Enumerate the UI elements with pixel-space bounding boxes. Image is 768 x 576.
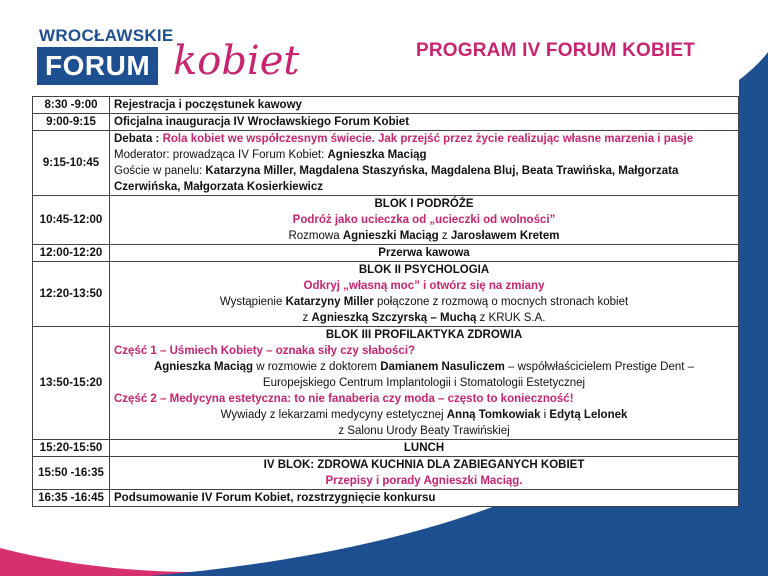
block-heading: BLOK I PODRÓŻE [374, 198, 474, 210]
debata-label: Debata : [114, 133, 163, 145]
speaker-name: Edytą Lelonek [549, 409, 628, 421]
text-span: – współwłaścicielem Prestige Dent – [504, 361, 695, 373]
block-heading: IV BLOK: ZDROWA KUCHNIA DLA ZABIEGANYCH KOBIET [263, 459, 585, 471]
text-line: Europejskiego Centrum Implantologii i Stomatologii Estetycznej [262, 377, 586, 389]
time-cell: 9:15-10:45 [33, 131, 110, 196]
block-heading: BLOK III PROFILAKTYKA ZDROWIA [325, 329, 523, 341]
table-row [33, 457, 739, 490]
page-title: PROGRAM IV FORUM KOBIET [416, 40, 696, 61]
time-cell: 9:00-9:15 [33, 114, 110, 131]
table-row [33, 490, 739, 507]
time-cell: 12:00-12:20 [33, 245, 110, 262]
event-cell: Rejestracja i poczęstunek kawowy [110, 97, 739, 114]
speaker-name: Agnieszka Maciąg [153, 361, 254, 373]
text-span: z KRUK S.A. [476, 312, 546, 324]
moderator-name: Agnieszka Maciąg [327, 149, 427, 161]
speaker-name: Katarzyny Miller [285, 296, 374, 308]
event-cell [110, 327, 739, 440]
debata-topic: Rola kobiet we współczesnym świecie. Jak przejść przez życie realizując własne marzenia i pasje [162, 133, 694, 145]
block-heading: BLOK II PSYCHOLOGIA [358, 264, 490, 276]
time-cell: 15:20-15:50 [33, 440, 110, 457]
time-cell: 8:30 -9:00 [33, 97, 110, 114]
event-cell [110, 262, 739, 327]
table-row [33, 440, 739, 457]
program-table [32, 96, 739, 507]
text-span: w rozmowie z doktorem [253, 361, 381, 373]
table-row [33, 245, 739, 262]
event-cell [110, 196, 739, 245]
table-row [33, 262, 739, 327]
time-cell: 10:45-12:00 [33, 196, 110, 245]
event-cell: Przerwa kawowa [110, 245, 739, 262]
part-title: Część 2 – Medycyna estetyczna: to nie fanaberia czy moda – często to konieczność! [114, 393, 574, 405]
event-cell [110, 131, 739, 196]
part-title: Część 1 – Uśmiech Kobiety – oznaka siły czy słabości? [114, 345, 416, 357]
block-subtitle: Przepisy i porady Agnieszki Maciąg. [325, 475, 523, 487]
guests-names: Katarzyna Miller, Magdalena Staszyńska, Magdalena Bluj, Beata Trawińska, Małgorzata Czerwińska, Małgorzata Kosierkiewicz [114, 165, 679, 193]
text-line: z Salonu Urody Beaty Trawińskiej [338, 425, 510, 437]
text-span: Wywiady z lekarzami medycyny estetycznej [220, 409, 447, 421]
time-cell: 16:35 -16:45 [33, 490, 110, 507]
table-row [33, 131, 739, 196]
blue-wave-right [739, 52, 768, 576]
table-row [33, 327, 739, 440]
block-subtitle: Odkryj „własną moc” i otwórz się na zmiany [303, 280, 545, 292]
text-span: z [302, 312, 312, 324]
text-span: Wystąpienie [219, 296, 286, 308]
logo-kobiet-script: kobiet [173, 38, 300, 84]
speaker-name: Agnieszki Maciąg [342, 230, 439, 242]
table-row [33, 97, 739, 114]
block-subtitle: Podróż jako ucieczka od „ucieczki od wolności” [292, 214, 556, 226]
event-cell: Oficjalna inauguracja IV Wrocławskiego Forum Kobiet [110, 114, 739, 131]
moderator-prefix: Moderator: prowadząca IV Forum Kobiet: [114, 149, 328, 161]
logo-forum: FORUM [37, 47, 158, 85]
table-row [33, 196, 739, 245]
logo-wroclawskie: WROCŁAWSKIE [39, 26, 174, 45]
time-cell: 12:20-13:50 [33, 262, 110, 327]
text-span: i [540, 409, 550, 421]
event-cell: LUNCH [110, 440, 739, 457]
event-cell: Podsumowanie IV Forum Kobiet, rozstrzygnięcie konkursu [110, 490, 739, 507]
speaker-name: Damianem Nasuliczem [380, 361, 505, 373]
time-cell: 13:50-15:20 [33, 327, 110, 440]
speaker-name: Jarosławem Kretem [450, 230, 560, 242]
text-span: z [438, 230, 451, 242]
speaker-name: Anną Tomkowiak [446, 409, 541, 421]
time-cell: 15:50 -16:35 [33, 457, 110, 490]
text-span: połączone z rozmową o mocnych stronach kobiet [373, 296, 629, 308]
event-cell [110, 457, 739, 490]
speaker-name: Agnieszką Szczyrską – Muchą [311, 312, 477, 324]
table-row [33, 114, 739, 131]
guests-prefix: Goście w panelu: [114, 165, 206, 177]
text-span: Rozmowa [288, 230, 343, 242]
forum-logo [33, 26, 303, 96]
